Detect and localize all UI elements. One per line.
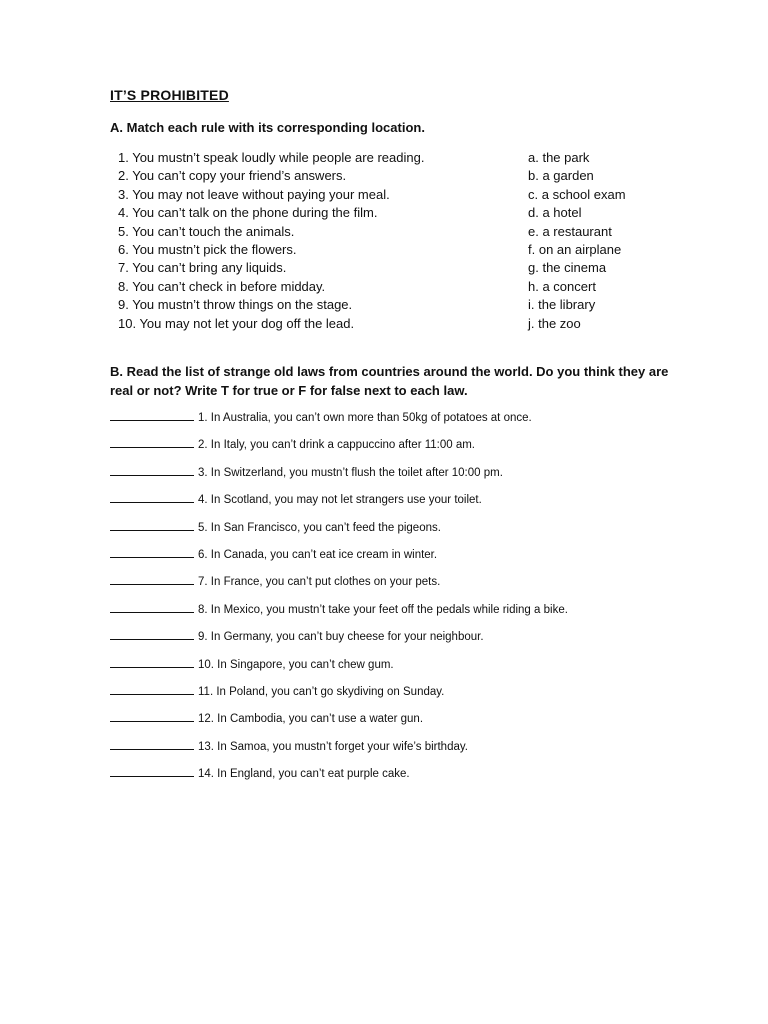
law-text: 13. In Samoa, you mustn’t forget your wife’s birthday. [198, 740, 468, 753]
location-item: h. a concert [528, 278, 596, 294]
law-text: 5. In San Francisco, you can’t feed the pigeons. [198, 521, 441, 534]
rule-item: 4. You can’t talk on the phone during the film. [118, 205, 378, 221]
law-text: 2. In Italy, you can’t drink a cappuccino after 11:00 am. [198, 439, 476, 452]
law-text: 12. In Cambodia, you can’t use a water gun. [198, 713, 424, 726]
answer-blank[interactable] [110, 709, 194, 722]
law-item [110, 655, 690, 682]
page-title: IT’S PROHIBITED [110, 87, 229, 103]
law-item [110, 490, 690, 517]
law-text: 10. In Singapore, you can’t chew gum. [198, 658, 394, 671]
location-item: d. a hotel [528, 205, 582, 221]
rule-item: 10. You may not let your dog off the lead. [118, 315, 355, 331]
location-item: e. a restaurant [528, 223, 612, 239]
answer-blank[interactable] [110, 463, 194, 476]
answer-blank[interactable] [110, 435, 194, 448]
law-text: 8. In Mexico, you mustn’t take your feet off the pedals while riding a bike. [198, 603, 568, 616]
answer-blank[interactable] [110, 655, 194, 668]
answer-blank[interactable] [110, 408, 194, 421]
law-item [110, 572, 690, 599]
answer-blank[interactable] [110, 627, 194, 640]
rule-item: 3. You may not leave without paying your meal. [118, 186, 390, 202]
rule-item: 7. You can’t bring any liquids. [118, 260, 287, 276]
location-item: g. the cinema [528, 260, 607, 276]
law-text: 9. In Germany, you can’t buy cheese for your neighbour. [198, 631, 484, 644]
rule-item: 8. You can’t check in before midday. [118, 278, 326, 294]
location-item: a. the park [528, 150, 590, 165]
location-item: j. the zoo [528, 315, 581, 331]
answer-blank[interactable] [110, 600, 194, 613]
law-text: 4. In Scotland, you may not let strangers use your toilet. [198, 494, 482, 507]
law-text: 1. In Australia, you can’t own more than 50kg of potatoes at once. [198, 412, 532, 424]
law-text: 14. In England, you can’t eat purple cake. [198, 768, 410, 781]
rule-item: 5. You can’t touch the animals. [118, 223, 295, 239]
laws-list [110, 408, 690, 791]
rule-item: 6. You mustn’t pick the flowers. [118, 241, 297, 257]
answer-blank[interactable] [110, 518, 194, 531]
rules-list [118, 149, 518, 333]
answer-blank[interactable] [110, 682, 194, 695]
location-item: f. on an airplane [528, 241, 622, 257]
law-item [110, 627, 690, 654]
location-item: c. a school exam [528, 186, 626, 202]
rule-item: 9. You mustn’t throw things on the stage. [118, 297, 353, 313]
answer-blank[interactable] [110, 545, 194, 558]
law-item [110, 463, 690, 490]
law-item [110, 545, 690, 572]
locations-list [528, 149, 668, 333]
law-text: 7. In France, you can’t put clothes on your pets. [198, 576, 441, 589]
rule-item: 1. You mustn’t speak loudly while people are reading. [118, 150, 425, 165]
law-text: 3. In Switzerland, you mustn’t flush the toilet after 10:00 pm. [198, 466, 503, 479]
answer-blank[interactable] [110, 764, 194, 777]
location-item: i. the library [528, 297, 596, 313]
answer-blank[interactable] [110, 737, 194, 750]
law-item [110, 737, 690, 764]
location-item: b. a garden [528, 168, 594, 184]
section-b-heading: B. Read the list of strange old laws from countries around the world. Do you think they are real or not? Write T for true or F for false next to each law. [110, 364, 669, 398]
law-text: 11. In Poland, you can’t go skydiving on Sunday. [198, 685, 445, 698]
law-item [110, 600, 690, 627]
law-item [110, 682, 690, 709]
law-text: 6. In Canada, you can’t eat ice cream in winter. [198, 548, 438, 561]
law-item [110, 709, 690, 736]
law-item [110, 435, 690, 462]
rule-item: 2. You can’t copy your friend’s answers. [118, 168, 347, 184]
answer-blank[interactable] [110, 490, 194, 503]
answer-blank[interactable] [110, 572, 194, 585]
law-item [110, 518, 690, 545]
section-a-heading: A. Match each rule with its corresponding location. [110, 120, 425, 135]
law-item [110, 764, 690, 791]
law-item [110, 408, 690, 435]
